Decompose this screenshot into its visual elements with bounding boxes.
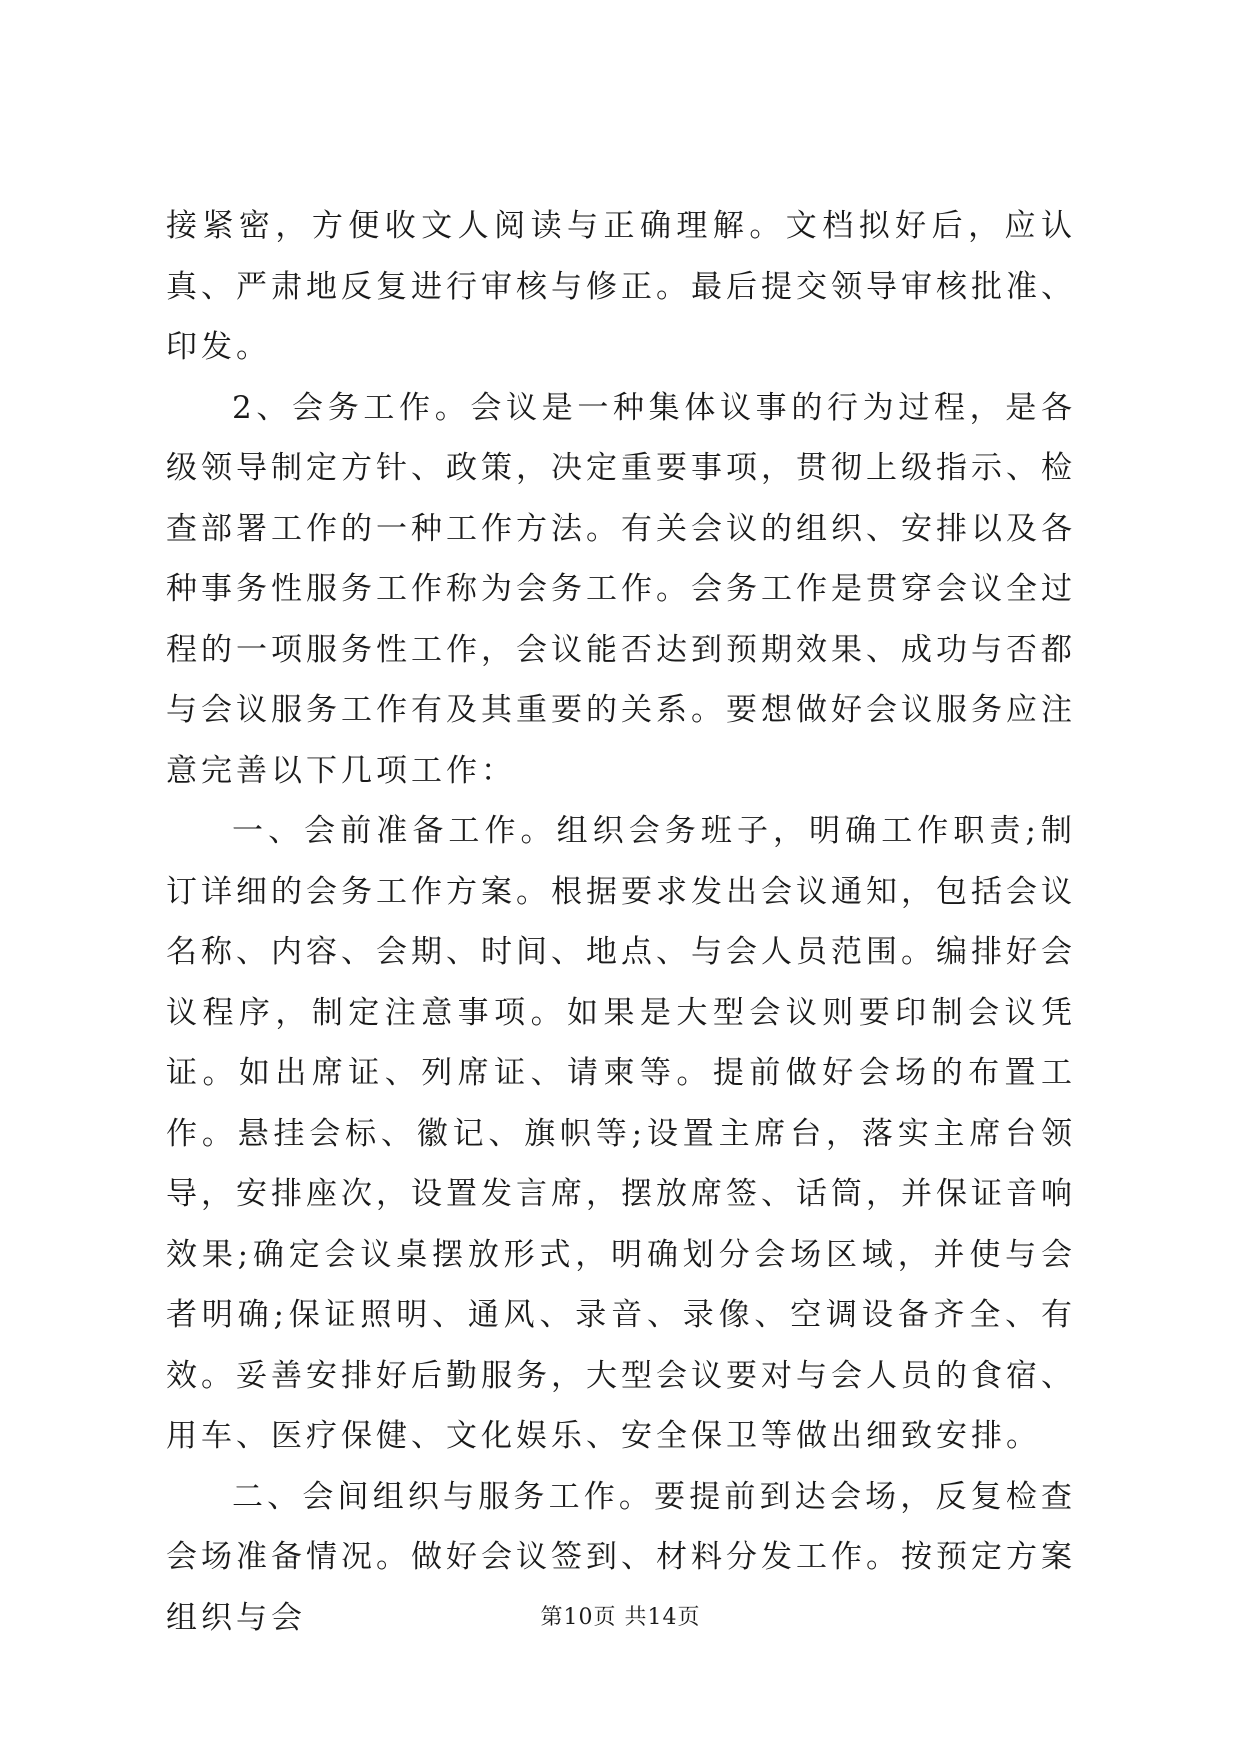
paragraph-meeting-work: 2、会务工作。会议是一种集体议事的行为过程，是各级领导制定方针、政策，决定重要事项，贯彻上级指示、检查部署工作的一种工作方法。有关会议的组织、安排以及各种事务性服务工作称为会务工作。会务工作是贯穿会议全过程的一项服务性工作，会议能否达到预期效果、成功与否都与会议服务工作有及其重要的关系。要想做好会议服务应注意完善以下几项工作：	[166, 389, 1076, 789]
paragraph-pre-meeting: 一、会前准备工作。组织会务班子，明确工作职责;制订详细的会务工作方案。根据要求发出会议通知，包括会议名称、内容、会期、时间、地点、与会人员范围。编排好会议程序，制定注意事项。如果是大型会议则要印制会议凭证。如出席证、列席证、请柬等。提前做好会场的布置工作。悬挂会标、徽记、旗帜等;设置主席台，落实主席台领导，安排座次，设置发言席，摆放席签、话筒，并保证音响效果;确定会议桌摆放形式，明确划分会场区域，并使与会者明确;保证照明、通风、录音、录像、空调设备齐全、有效。妥善安排好后勤服务，大型会议要对与会人员的食宿、用车、医疗保健、文化娱乐、安全保卫等做出细致安排。	[166, 813, 1076, 1454]
page-footer: 第10页 共14页	[540, 1605, 701, 1630]
paragraph-during-meeting: 二、会间组织与服务工作。要提前到达会场，反复检查会场准备情况。做好会议签到、材料分发工作。按预定方案组织与会	[166, 1478, 1076, 1636]
paragraph-continuation: 接紧密，方便收文人阅读与正确理解。文档拟好后，应认真、严肃地反复进行审核与修正。最后提交领导审核批准、印发。	[166, 208, 1076, 365]
document-body	[166, 196, 1076, 1648]
